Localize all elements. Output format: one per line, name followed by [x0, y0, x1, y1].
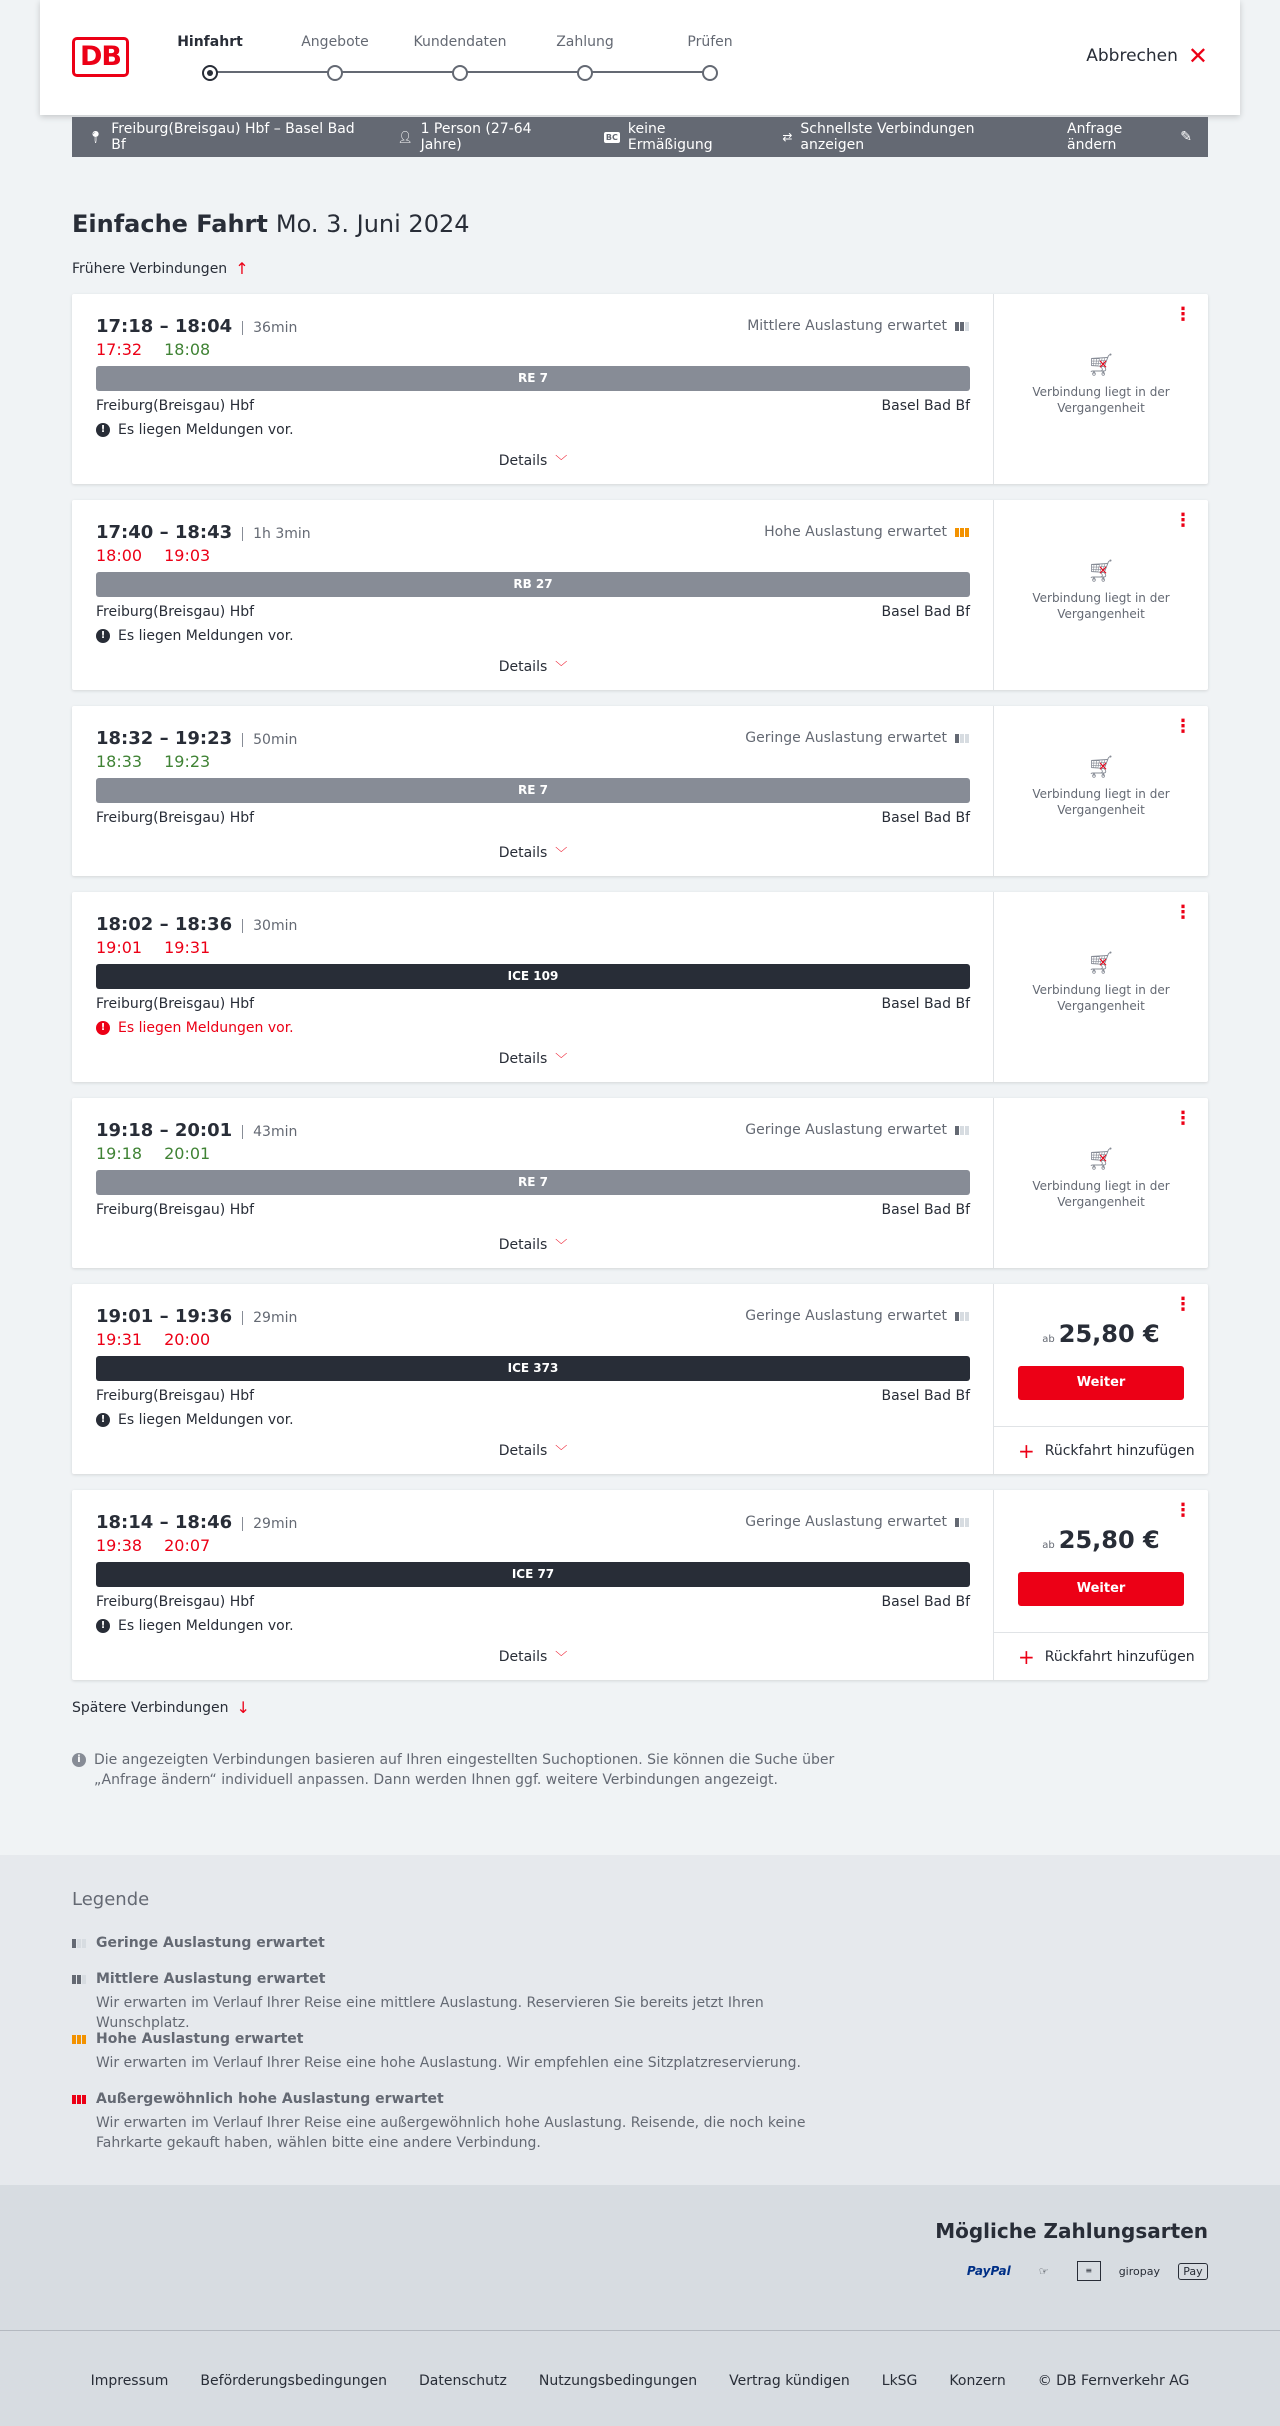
connection-times [96, 914, 297, 935]
step-angebote [275, 34, 395, 81]
past-connection-notice [994, 755, 1208, 818]
more-options-icon[interactable]: ⋮ [1174, 1294, 1192, 1315]
stations [96, 1202, 970, 1218]
more-options-icon[interactable]: ⋮ [1174, 1500, 1192, 1521]
realtime-arrival: 20:01 [164, 1144, 211, 1163]
offer-panel [994, 500, 1208, 690]
occupancy-medium-icon [955, 322, 969, 331]
earlier-label: Frühere Verbindungen [72, 260, 228, 277]
occupancy-low-icon [955, 734, 969, 743]
details-label: Details [498, 1236, 548, 1253]
sepa-invoice-icon: ≡ [1077, 2261, 1101, 2281]
train-bar: RE 7 [96, 778, 970, 803]
arrow-down-icon: ↓ [236, 1698, 250, 1717]
past-connection-notice [994, 353, 1208, 416]
offer-panel [994, 706, 1208, 876]
price-prefix: ab [1042, 1334, 1055, 1345]
train-bar: RE 7 [96, 366, 970, 391]
legend-item-title: Geringe Auslastung erwartet [96, 1935, 325, 1951]
price-value: 25,80 € [1058, 1526, 1160, 1554]
step-dot [452, 65, 468, 81]
occupancy-info [764, 524, 969, 540]
details-toggle[interactable] [72, 1442, 994, 1459]
chevron-down-icon: ﹀ [555, 454, 568, 468]
occupancy-info [745, 730, 969, 746]
destination-station: Basel Bad Bf [881, 398, 970, 414]
persons-text: 1 Person (27-64 Jahre) [420, 121, 532, 153]
payment-methods [0, 2185, 1280, 2330]
apple-pay-label: Pay [1183, 2264, 1203, 2278]
step-label: Prüfen [687, 34, 733, 50]
details-toggle[interactable] [72, 452, 994, 469]
destination-station: Basel Bad Bf [881, 810, 970, 826]
offer-panel [994, 294, 1208, 484]
connection-card[interactable] [72, 1284, 1208, 1474]
planned-times: 19:18 – 20:01 [96, 1120, 233, 1141]
legend-item-title: Hohe Auslastung erwartet [96, 2031, 304, 2047]
message-text: Es liegen Meldungen vor. [118, 1020, 294, 1036]
chevron-down-icon: ﹀ [555, 1650, 568, 1664]
offer-panel [994, 1284, 1208, 1474]
later-connections-link[interactable] [72, 1698, 250, 1717]
realtime-departure: 19:01 [96, 938, 143, 957]
connection-card[interactable] [72, 706, 1208, 876]
footer-link-vertrag-kuendigen[interactable]: Vertrag kündigen [729, 2373, 850, 2389]
step-pruefen [650, 34, 770, 81]
step-dot [202, 65, 218, 81]
stations [96, 1388, 970, 1404]
connection-info [72, 1284, 994, 1474]
past-text: Verbindung liegt in der Vergangenheit [1032, 591, 1170, 621]
connection-times [96, 316, 297, 337]
route-text: Freiburg(Breisgau) Hbf – Basel Bad Bf [111, 121, 355, 153]
exclamation-icon: ! [96, 629, 110, 643]
message-text: Es liegen Meldungen vor. [118, 1412, 294, 1428]
legend-item-title: Mittlere Auslastung erwartet [96, 1971, 326, 1987]
destination-station: Basel Bad Bf [881, 1388, 970, 1404]
details-toggle[interactable] [72, 658, 994, 675]
connection-times [96, 1120, 297, 1141]
message-notice [96, 1618, 294, 1634]
cart-unavailable-icon: 🛒︎ × [994, 358, 1208, 374]
page-title [72, 210, 470, 238]
realtime-arrival: 19:31 [164, 938, 211, 957]
stations [96, 398, 970, 414]
paypal-icon: PayPal [966, 2264, 1011, 2278]
payment-icons [967, 2261, 1208, 2281]
connection-card[interactable] [72, 892, 1208, 1082]
connection-card[interactable] [72, 1098, 1208, 1268]
occupancy-text: Mittlere Auslastung erwartet [747, 318, 947, 334]
origin-station: Freiburg(Breisgau) Hbf [96, 996, 255, 1012]
legend-title: Legende [72, 1889, 150, 1910]
footer-link-konzern[interactable]: Konzern [949, 2373, 1006, 2389]
step-label: Zahlung [556, 34, 614, 50]
price-value: 25,80 € [1058, 1320, 1160, 1348]
occupancy-info [747, 318, 969, 334]
details-toggle[interactable] [72, 1050, 994, 1067]
message-notice [96, 628, 294, 644]
legend-item-low [72, 1935, 852, 1951]
more-options-icon[interactable]: ⋮ [1174, 304, 1192, 325]
origin-station: Freiburg(Breisgau) Hbf [96, 398, 255, 414]
step-dot [327, 65, 343, 81]
trip-date: Mo. 3. Juni 2024 [275, 210, 470, 238]
realtime-departure: 19:18 [96, 1144, 143, 1163]
legend-item-text: Wir erwarten im Verlauf Ihrer Reise eine mittlere Auslastung. Reservieren Sie bereits jetzt Ihren Wunschplatz. [96, 1995, 764, 2031]
planned-times: 18:02 – 18:36 [96, 914, 233, 935]
duration: 1h 3min [242, 527, 311, 541]
occupancy-text: Geringe Auslastung erwartet [745, 1308, 947, 1324]
message-notice [96, 1020, 294, 1036]
offer-panel [994, 1490, 1208, 1680]
exclamation-icon: ! [96, 1413, 110, 1427]
legend-item-medium [72, 1971, 852, 2033]
realtime-times [96, 1330, 210, 1349]
legend [0, 1855, 1280, 2185]
edit-query-label: Anfrage ändern [1067, 121, 1123, 153]
query-bar [72, 117, 1208, 157]
step-hinfahrt[interactable] [150, 34, 270, 81]
message-text: Es liegen Meldungen vor. [118, 628, 294, 644]
realtime-arrival: 20:07 [164, 1536, 211, 1555]
realtime-times [96, 752, 210, 771]
planned-times: 18:14 – 18:46 [96, 1512, 233, 1533]
past-text: Verbindung liegt in der Vergangenheit [1032, 1179, 1170, 1209]
details-toggle[interactable] [72, 844, 994, 861]
connection-info [72, 1098, 994, 1268]
message-text: Es liegen Meldungen vor. [118, 1618, 294, 1634]
message-notice [96, 422, 294, 438]
offer-panel [994, 1098, 1208, 1268]
footer-link-datenschutz[interactable]: Datenschutz [418, 2373, 507, 2389]
connection-info [72, 892, 994, 1082]
header [40, 0, 1240, 115]
realtime-times [96, 340, 210, 359]
realtime-departure: 19:38 [96, 1536, 143, 1555]
message-text: Es liegen Meldungen vor. [118, 422, 294, 438]
connection-times [96, 522, 311, 543]
duration: 43min [242, 1125, 297, 1139]
legend-item-text: Wir erwarten im Verlauf Ihrer Reise eine hohe Auslastung. Wir empfehlen eine Sitzplatzreservierung. [96, 2055, 801, 2071]
origin-station: Freiburg(Breisgau) Hbf [96, 1202, 255, 1218]
query-option [782, 121, 1035, 153]
arrow-up-icon: ↑ [235, 259, 249, 278]
destination-station: Basel Bad Bf [881, 1594, 970, 1610]
legend-item-high [72, 2031, 852, 2073]
realtime-times [96, 938, 210, 957]
connection-card[interactable] [72, 1490, 1208, 1680]
stations [96, 1594, 970, 1610]
destination-station: Basel Bad Bf [881, 604, 970, 620]
info-icon: i [72, 1753, 86, 1767]
message-notice [96, 1412, 294, 1428]
step-zahlung [525, 34, 645, 81]
details-label: Details [498, 1648, 548, 1665]
price-prefix: ab [1042, 1540, 1055, 1551]
connection-times [96, 1512, 297, 1533]
past-text: Verbindung liegt in der Vergangenheit [1032, 983, 1170, 1013]
apple-pay-icon [1178, 2263, 1208, 2280]
step-dot [577, 65, 593, 81]
continue-button[interactable]: Weiter [1018, 1572, 1184, 1606]
footer-link-nutzungsbedingungen[interactable]: Nutzungsbedingungen [538, 2373, 698, 2389]
info-text: Die angezeigten Verbindungen basieren auf Ihren eingestellten Suchoptionen. Sie können die Suche über „Anfrage ändern“ individuell anpassen. Dann werden Ihnen ggf. weitere Verbindungen angezeigt. [94, 1752, 835, 1788]
past-connection-notice [994, 951, 1208, 1014]
duration: 29min [242, 1311, 297, 1325]
more-options-icon[interactable]: ⋮ [1174, 510, 1192, 531]
plus-icon: + [1018, 1438, 1035, 1463]
train-bar: ICE 109 [96, 964, 970, 989]
payment-title: Mögliche Zahlungsarten [935, 2219, 1208, 2243]
db-logo[interactable]: DB [72, 37, 129, 77]
exclamation-icon: ! [96, 423, 110, 437]
occupancy-low-icon [955, 1518, 969, 1527]
train-bar: RE 7 [96, 1170, 970, 1195]
chevron-down-icon: ﹀ [555, 846, 568, 860]
plus-icon: + [1018, 1644, 1035, 1669]
planned-times: 17:18 – 18:04 [96, 316, 233, 337]
connection-card[interactable] [72, 500, 1208, 690]
step-label: Hinfahrt [177, 34, 243, 50]
train-bar: ICE 373 [96, 1356, 970, 1381]
person-icon: 👤︎ [397, 130, 413, 144]
legend-item-text: Wir erwarten im Verlauf Ihrer Reise eine außergewöhnlich hohe Auslastung. Reisende, die noch keine Fahrkarte gekauft haben, wählen bitte eine andere Verbindung. [96, 2115, 806, 2151]
add-return-label: Rückfahrt hinzufügen [1044, 1442, 1195, 1459]
destination-station: Basel Bad Bf [881, 996, 970, 1012]
details-label: Details [498, 844, 548, 861]
legend-item-exceptional [72, 2091, 852, 2153]
realtime-departure: 17:32 [96, 340, 143, 359]
realtime-arrival: 19:03 [164, 546, 211, 565]
realtime-times [96, 1144, 210, 1163]
past-text: Verbindung liegt in der Vergangenheit [1032, 385, 1170, 415]
occupancy-text: Geringe Auslastung erwartet [745, 730, 947, 746]
realtime-arrival: 19:23 [164, 752, 211, 771]
chevron-down-icon: ﹀ [555, 1052, 568, 1066]
offer-panel [994, 892, 1208, 1082]
occupancy-info [745, 1514, 969, 1530]
footer-link-lksg[interactable]: LkSG [881, 2373, 918, 2389]
realtime-arrival: 18:08 [164, 340, 211, 359]
duration: 36min [242, 321, 297, 335]
step-label: Angebote [301, 34, 369, 50]
connection-info [72, 500, 994, 690]
occupancy-exceptional-icon [72, 2095, 86, 2104]
planned-times: 19:01 – 19:36 [96, 1306, 233, 1327]
details-label: Details [498, 452, 548, 469]
bahncard-icon: BC [605, 132, 618, 142]
occupancy-text: Geringe Auslastung erwartet [745, 1122, 947, 1138]
more-options-icon[interactable]: ⋮ [1174, 902, 1192, 923]
pencil-icon: ✎ [1180, 129, 1192, 145]
earlier-connections-link[interactable] [72, 259, 249, 278]
more-options-icon[interactable]: ⋮ [1174, 1108, 1192, 1129]
cancel-label: Abbrechen [1086, 46, 1178, 66]
connection-info [72, 294, 994, 484]
discount-text: keine Ermäßigung [627, 121, 713, 153]
origin-station: Freiburg(Breisgau) Hbf [96, 810, 255, 826]
search-info-note [72, 1750, 852, 1790]
connection-times [96, 728, 297, 749]
price [994, 1526, 1208, 1554]
details-label: Details [498, 1050, 548, 1067]
occupancy-medium-icon [72, 1975, 86, 1984]
footer-link-befoerderungsbedingungen[interactable]: Beförderungsbedingungen [200, 2373, 387, 2389]
train-bar: RB 27 [96, 572, 970, 597]
connection-card[interactable] [72, 294, 1208, 484]
more-options-icon[interactable]: ⋮ [1174, 716, 1192, 737]
occupancy-info [745, 1122, 969, 1138]
stations [96, 996, 970, 1012]
occupancy-text: Hohe Auslastung erwartet [764, 524, 947, 540]
origin-station: Freiburg(Breisgau) Hbf [96, 1388, 255, 1404]
occupancy-high-icon [72, 2035, 86, 2044]
cart-unavailable-icon: 🛒︎ × [994, 760, 1208, 776]
cart-unavailable-icon: 🛒︎ × [994, 1152, 1208, 1168]
connection-info [72, 1490, 994, 1680]
card-contactless-icon: ☞ [1038, 2264, 1049, 2278]
connection-times [96, 1306, 297, 1327]
add-return-button[interactable] [994, 1632, 1208, 1680]
train-bar: ICE 77 [96, 1562, 970, 1587]
footer-copyright: © DB Fernverkehr AG [1037, 2373, 1190, 2389]
query-discount [604, 121, 750, 153]
occupancy-low-icon [955, 1312, 969, 1321]
exclamation-icon: ! [96, 1619, 110, 1633]
origin-station: Freiburg(Breisgau) Hbf [96, 604, 255, 620]
chevron-down-icon: ﹀ [555, 1238, 568, 1252]
step-dot [702, 65, 718, 81]
later-label: Spätere Verbindungen [72, 1699, 229, 1716]
occupancy-low-icon [72, 1939, 86, 1948]
footer [0, 2330, 1280, 2426]
progress-steps [177, 34, 733, 84]
edit-query-button[interactable] [1067, 121, 1192, 153]
realtime-departure: 18:33 [96, 752, 143, 771]
price [994, 1320, 1208, 1348]
close-icon: ✕ [1187, 42, 1208, 70]
query-persons [397, 121, 572, 153]
add-return-label: Rückfahrt hinzufügen [1044, 1648, 1195, 1665]
giropay-icon: giropay [1118, 2264, 1160, 2278]
realtime-times [96, 546, 210, 565]
footer-link-impressum[interactable]: Impressum [90, 2373, 169, 2389]
footer-links [0, 2373, 1280, 2389]
cancel-button[interactable] [1086, 42, 1208, 70]
past-text: Verbindung liegt in der Vergangenheit [1032, 787, 1170, 817]
step-kundendaten [400, 34, 520, 81]
realtime-departure: 18:00 [96, 546, 143, 565]
realtime-times [96, 1536, 210, 1555]
duration: 50min [242, 733, 297, 747]
past-connection-notice [994, 1147, 1208, 1210]
occupancy-high-icon [955, 528, 969, 537]
duration: 30min [242, 919, 297, 933]
continue-button[interactable]: Weiter [1018, 1366, 1184, 1400]
query-route [88, 121, 365, 153]
chevron-down-icon: ﹀ [555, 660, 568, 674]
details-toggle[interactable] [72, 1648, 994, 1665]
realtime-arrival: 20:00 [164, 1330, 211, 1349]
add-return-button[interactable] [994, 1426, 1208, 1474]
step-label: Kundendaten [413, 34, 507, 50]
planned-times: 17:40 – 18:43 [96, 522, 233, 543]
cart-unavailable-icon: 🛒︎ × [994, 956, 1208, 972]
past-connection-notice [994, 559, 1208, 622]
occupancy-low-icon [955, 1126, 969, 1135]
details-toggle[interactable] [72, 1236, 994, 1253]
details-label: Details [498, 658, 548, 675]
legend-item-title: Außergewöhnlich hohe Auslastung erwartet [96, 2091, 444, 2107]
exclamation-icon: ! [96, 1021, 110, 1035]
destination-station: Basel Bad Bf [881, 1202, 970, 1218]
chevron-down-icon: ﹀ [555, 1444, 568, 1458]
swap-arrows-icon: ⇄ [782, 130, 793, 144]
origin-station: Freiburg(Breisgau) Hbf [96, 1594, 255, 1610]
option-text: Schnellste Verbindungen anzeigen [800, 121, 975, 153]
connection-info [72, 706, 994, 876]
occupancy-info [745, 1308, 969, 1324]
trip-type: Einfache Fahrt [72, 210, 268, 238]
planned-times: 18:32 – 19:23 [96, 728, 233, 749]
cart-unavailable-icon: 🛒︎ × [994, 564, 1208, 580]
realtime-departure: 19:31 [96, 1330, 143, 1349]
occupancy-text: Geringe Auslastung erwartet [745, 1514, 947, 1530]
details-label: Details [498, 1442, 548, 1459]
duration: 29min [242, 1517, 297, 1531]
stations [96, 810, 970, 826]
location-pin-icon: 📍︎ [88, 130, 104, 144]
stations [96, 604, 970, 620]
